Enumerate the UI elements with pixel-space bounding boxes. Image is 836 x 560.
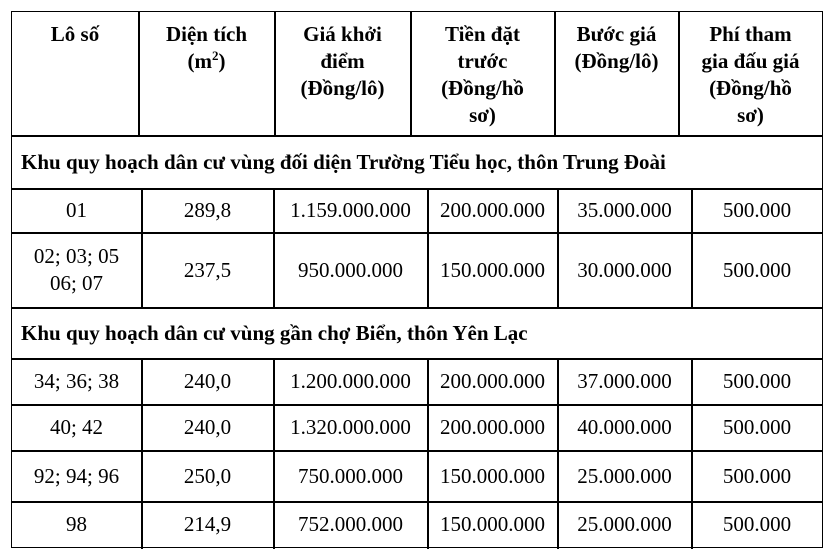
cell-lot: 01 [66, 198, 87, 222]
header-deposit-line4: sơ) [469, 103, 496, 127]
cell-area: 250,0 [183, 463, 232, 488]
header-fee-line4: sơ) [737, 103, 764, 127]
cell-start-price: 1.159.000.000 [290, 198, 411, 222]
header-start-line3: (Đồng/lô) [300, 76, 385, 100]
cell-start-price: 750.000.000 [298, 463, 403, 488]
header-start-line1: Giá khởi [303, 22, 382, 46]
cell-start-price: 752.000.000 [298, 512, 403, 536]
cell-start-price: 1.320.000.000 [290, 415, 411, 439]
cell-step: 37.000.000 [577, 369, 672, 393]
section-title: Khu quy hoạch dân cư vùng gần chợ Biển, thôn Yên Lạc [21, 320, 528, 345]
cell-step: 25.000.000 [577, 512, 672, 536]
cell-area: 240,0 [183, 369, 232, 393]
cell-step: 25.000.000 [577, 463, 672, 488]
header-start-price [275, 12, 410, 135]
cell-area: 214,9 [183, 512, 232, 536]
cell-area: 240,0 [183, 415, 232, 439]
cell-step: 30.000.000 [577, 257, 672, 282]
cell-lot [12, 233, 141, 307]
header-fee-line2: gia đấu giá [701, 49, 800, 73]
header-deposit-line2: trước [457, 49, 508, 73]
cell-fee: 500.000 [722, 512, 792, 536]
cell-lot: 98 [66, 512, 87, 536]
cell-fee: 500.000 [722, 198, 792, 222]
cell-step: 35.000.000 [577, 198, 672, 222]
header-area-line2: $(m^2)$ [187, 48, 226, 73]
header-fee-line1: Phí tham [709, 22, 792, 46]
cell-lot-line1: 02; 03; 05 [33, 244, 120, 268]
header-deposit-line1: Tiền đặt [445, 22, 520, 46]
header-step [555, 12, 678, 135]
header-start-line2: điểm [320, 49, 365, 73]
cell-start-price: 950.000.000 [298, 257, 403, 282]
cell-step: 40.000.000 [577, 415, 672, 439]
header-fee-line3: (Đồng/hồ [709, 76, 792, 100]
section-title: Khu quy hoạch dân cư vùng đối diện Trường Tiểu học, thôn Trung Đoài [21, 149, 666, 174]
cell-deposit: 150.000.000 [440, 512, 545, 536]
cell-deposit: 150.000.000 [440, 257, 545, 282]
cell-area: 237,5 [183, 257, 232, 282]
cell-lot: 92; 94; 96 [33, 463, 120, 488]
cell-start-price: 1.200.000.000 [290, 369, 411, 393]
header-step-line1: Bước giá [576, 22, 657, 46]
cell-deposit: 200.000.000 [440, 198, 545, 222]
header-area-line1: Diện tích [165, 22, 248, 46]
header-fee [679, 12, 822, 135]
cell-area: 289,8 [183, 198, 232, 222]
cell-fee: 500.000 [722, 463, 792, 488]
header-lot-line1: Lô số [50, 22, 100, 46]
header-deposit-line3: (Đồng/hồ [441, 76, 524, 100]
header-step-line2: (Đồng/lô) [574, 49, 659, 73]
cell-lot: 40; 42 [49, 415, 104, 439]
auction-table [11, 11, 823, 548]
header-area [139, 12, 274, 135]
header-lot [12, 12, 138, 135]
cell-lot-line2: 06; 07 [49, 271, 104, 295]
cell-lot: 34; 36; 38 [33, 369, 120, 393]
cell-fee: 500.000 [722, 369, 792, 393]
cell-deposit: 150.000.000 [440, 463, 545, 488]
cell-deposit: 200.000.000 [440, 415, 545, 439]
cell-deposit: 200.000.000 [440, 369, 545, 393]
cell-fee: 500.000 [722, 257, 792, 282]
cell-fee: 500.000 [722, 415, 792, 439]
header-deposit [411, 12, 554, 135]
